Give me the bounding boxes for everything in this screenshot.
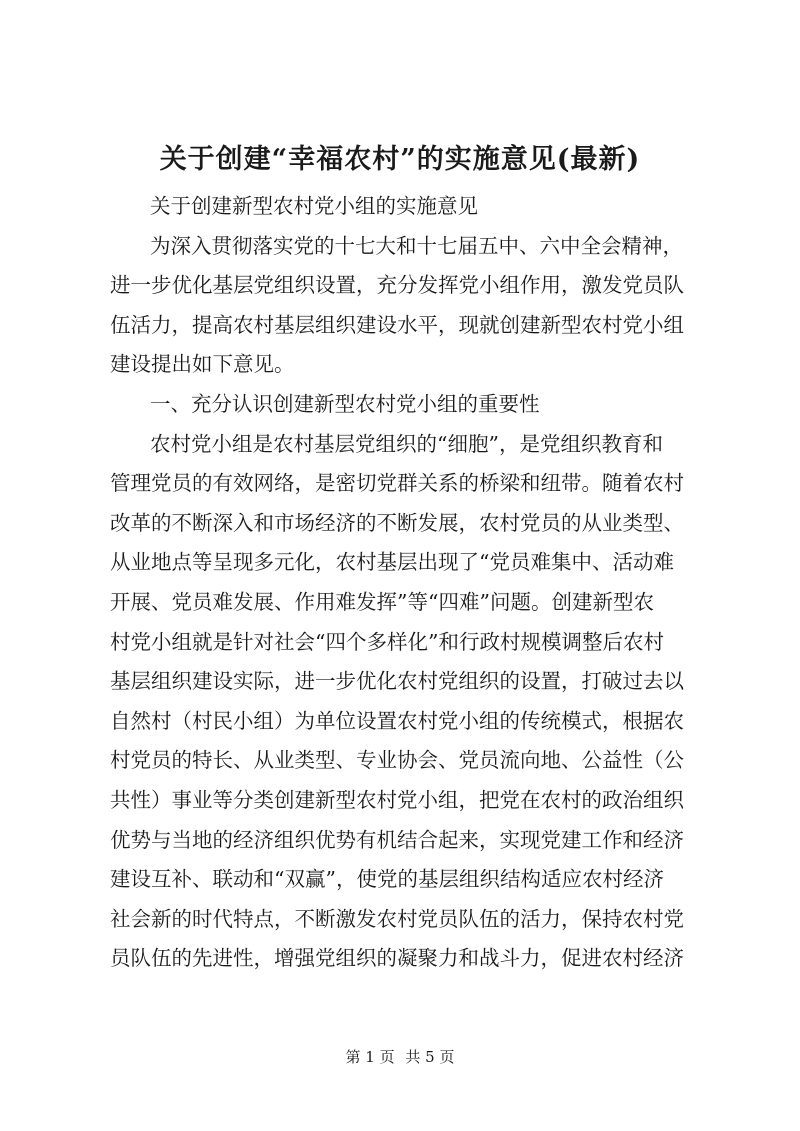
paragraph-line: 开展、党员难发展、作用难发挥”等“四难”问题。创建新型农 — [110, 589, 654, 614]
paragraph-line: 进一步优化基层党组织设置，充分发挥党小组作用，激发党员队 — [110, 273, 684, 298]
paragraph-line: 村党员的特长、从业类型、专业协会、党员流向地、公益性（公 — [110, 748, 684, 773]
paragraph-line: 社会新的时代特点，不断激发农村党员队伍的活力，保持农村党 — [110, 906, 684, 931]
paragraph-line: 自然村（村民小组）为单位设置农村党小组的传统模式，根据农 — [110, 708, 684, 733]
paragraph-line: 建设互补、联动和“双赢”，使党的基层组织结构适应农村经济 — [110, 867, 664, 892]
paragraph-line: 为深入贯彻落实党的十七大和十七届五中、六中全会精神， — [150, 233, 683, 258]
paragraph-line: 共性）事业等分类创建新型农村党小组，把党在农村的政治组织 — [110, 787, 684, 812]
page-number: 第 1 页 — [345, 1048, 395, 1066]
paragraph-line: 伍活力，提高农村基层组织建设水平，现就创建新型农村党小组 — [110, 312, 684, 337]
paragraph-line: 优势与当地的经济组织优势有机结合起来，实现党建工作和经济 — [110, 827, 684, 852]
page-footer — [0, 1047, 800, 1067]
section-heading: 一、充分认识创建新型农村党小组的重要性 — [150, 391, 540, 416]
page-total: 共 5 页 — [405, 1048, 455, 1066]
paragraph-line: 建设提出如下意见。 — [110, 352, 295, 377]
paragraph-line: 管理党员的有效网络，是密切党群关系的桥梁和纽带。随着农村 — [110, 471, 684, 496]
paragraph-line: 改革的不断深入和市场经济的不断发展，农村党员的从业类型、 — [110, 510, 684, 535]
paragraph-line: 从业地点等呈现多元化，农村基层出现了“党员难集中、活动难 — [110, 550, 674, 575]
paragraph-line: 村党小组就是针对社会“四个多样化”和行政村规模调整后农村 — [110, 629, 664, 654]
paragraph-line: 员队伍的先进性，增强党组织的凝聚力和战斗力，促进农村经济 — [110, 946, 684, 971]
paragraph-line: 基层组织建设实际，进一步优化农村党组织的设置，打破过去以 — [110, 669, 684, 694]
subtitle-line: 关于创建新型农村党小组的实施意见 — [150, 194, 478, 218]
document-title: 关于创建“幸福农村”的实施意见(最新) — [159, 144, 641, 175]
paragraph-line: 农村党小组是农村基层党组织的“细胞”，是党组织教育和 — [150, 431, 663, 456]
document-body — [110, 187, 696, 979]
